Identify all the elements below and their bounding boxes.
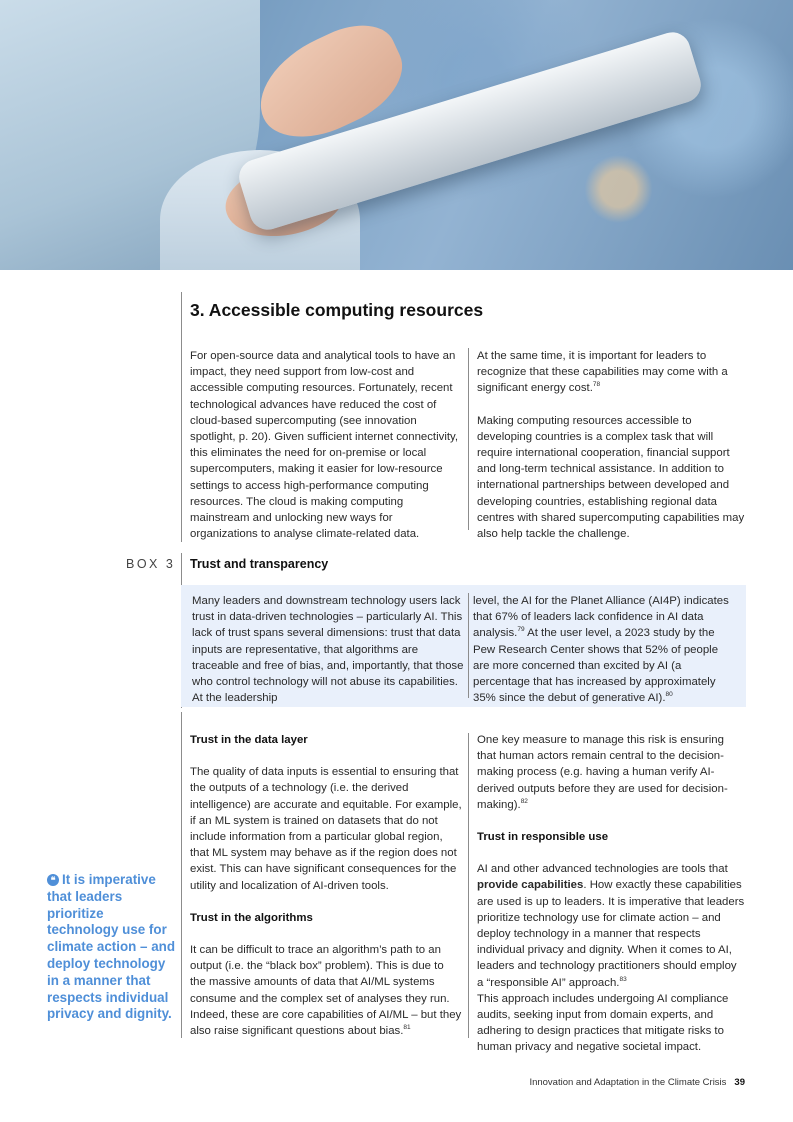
box-left-paragraph: Many leaders and downstream technology users lack trust in data-driven technologies – particularly AI. This lack of trust spans several dimensions: trust that data inputs are representative, that algorithms are traceable and free of bias, and, importantly, that those who control technology will not abuse its capabilities. At the leadership	[192, 595, 464, 705]
subheading-algorithms: Trust in the algorithms	[190, 911, 313, 924]
algorithms-paragraph: It can be difficult to trace an algorithm’s path to an output (i.e. the “black box” problem). This is due to the massive amounts of data that AI/ML systems consume and the complex set of analyses they run. Indeed, these are core capabilities of AI/ML – but they also raise significant questions about bias.$^{81}$	[190, 944, 462, 1038]
page-footer	[529, 1077, 745, 1088]
emphasis-text: provide capabilities	[477, 879, 584, 892]
section-left-paragraph: For open-source data and analytical tools to have an impact, they need support from low-cost and accessible computing resources. Fortunately, recent technological advances have reduced the cost of cloud-based supercomputing (see innovation spotlight, p. 20). Given sufficient internet connectivity, this eliminates the need for on-premise or local supercomputers, making it easier for low-resource settings to access high-performance computing resources. The cloud is making computing mainstream and unlocking new ways for organizations to analyse climate-related data.	[190, 350, 459, 541]
responsible-paragraph: AI and other advanced technologies are tools that provide capabilities. How exactly these capabilities are used is up to leaders. It is imperative that leaders prioritize technology use for climate action – and deploy technology in a manner that respects individual privacy and dignity. When it comes to AI, leaders and technology practitioners should employ a “responsible AI” approach.$^{83}$ This approach includes undergoing AI compliance audits, seeking input from domain experts, and adhering to design practices that mitigate risks to human privacy and negative societal impact.	[477, 863, 745, 1054]
section-right-paragraph: At the same time, it is important for leaders to recognize that these capabilities may come with a significant energy cost.$^{78}$	[477, 350, 728, 395]
subheading-data-layer: Trust in the data layer	[190, 734, 308, 746]
box-title: Trust and transparency	[190, 557, 329, 571]
footnote-ref: 80	[665, 691, 673, 699]
pull-quote	[47, 872, 177, 1023]
footnote-ref: 79	[517, 626, 525, 634]
trust-left-column	[190, 732, 462, 1039]
measure-paragraph: One key measure to manage this risk is ensuring that human actors remain central to the decision-making process (e.g. having a human verify AI-derived outputs before they are used for decision-making).$^{82}$	[477, 734, 728, 811]
section-right-column	[477, 348, 745, 542]
section-right-paragraph: Making computing resources accessible to developing countries is a complex task that will require international cooperation, financial support and long-term technical assistance. In addition to international partnerships between developed and developing countries, establishing regional data centres with shared supercomputing capabilities may also help tackle the challenge.	[477, 414, 745, 541]
box-column-divider	[468, 593, 469, 698]
pull-quote-text: It is imperative that leaders prioritize technology use for climate action – and deploy technology in a manner that respects individual privacy and dignity.	[47, 872, 175, 1022]
data-layer-paragraph: The quality of data inputs is essential to ensuring that the outputs of a technology (i.e. the derived intelligence) are accurate and equitable. For example, if an ML system is trained on datasets that do not include information from a particular global region, that ML system may behave as if the region does not exist. This can have significant consequences for the utility and localization of AI-driven tools.	[190, 766, 462, 892]
footnote-ref: 78	[592, 381, 601, 389]
footnote-ref: 83	[619, 975, 627, 983]
quote-icon: ❝	[47, 874, 59, 886]
page-number: 39	[734, 1077, 745, 1088]
section-title: 3. Accessible computing resources	[190, 300, 484, 320]
left-margin-rule	[181, 292, 182, 542]
box-left-column	[192, 593, 464, 706]
section-left-column	[190, 348, 462, 542]
footnote-ref: 81	[403, 1024, 411, 1032]
hero-image	[0, 0, 793, 270]
left-margin-rule	[181, 712, 182, 1038]
box-label: BOX 3	[126, 557, 176, 571]
footer-title: Innovation and Adaptation in the Climate Crisis	[529, 1077, 727, 1088]
box-right-column: level, the AI for the Planet Alliance (AI4P) indicates that 67% of leaders lack confidence in AI data analysis.$^{79}$ At the user level, a 2023 study by the Pew Research Center shows that 52% of people are more concerned than excited by AI (a percentage that has increased by approximately 35% since the debut of generative AI).$^{80}$	[473, 595, 729, 705]
column-divider	[468, 348, 469, 530]
column-divider	[468, 733, 469, 1038]
footnote-ref: 82	[520, 798, 528, 806]
trust-right-column	[477, 732, 745, 1056]
subheading-responsible-use: Trust in responsible use	[477, 831, 609, 844]
